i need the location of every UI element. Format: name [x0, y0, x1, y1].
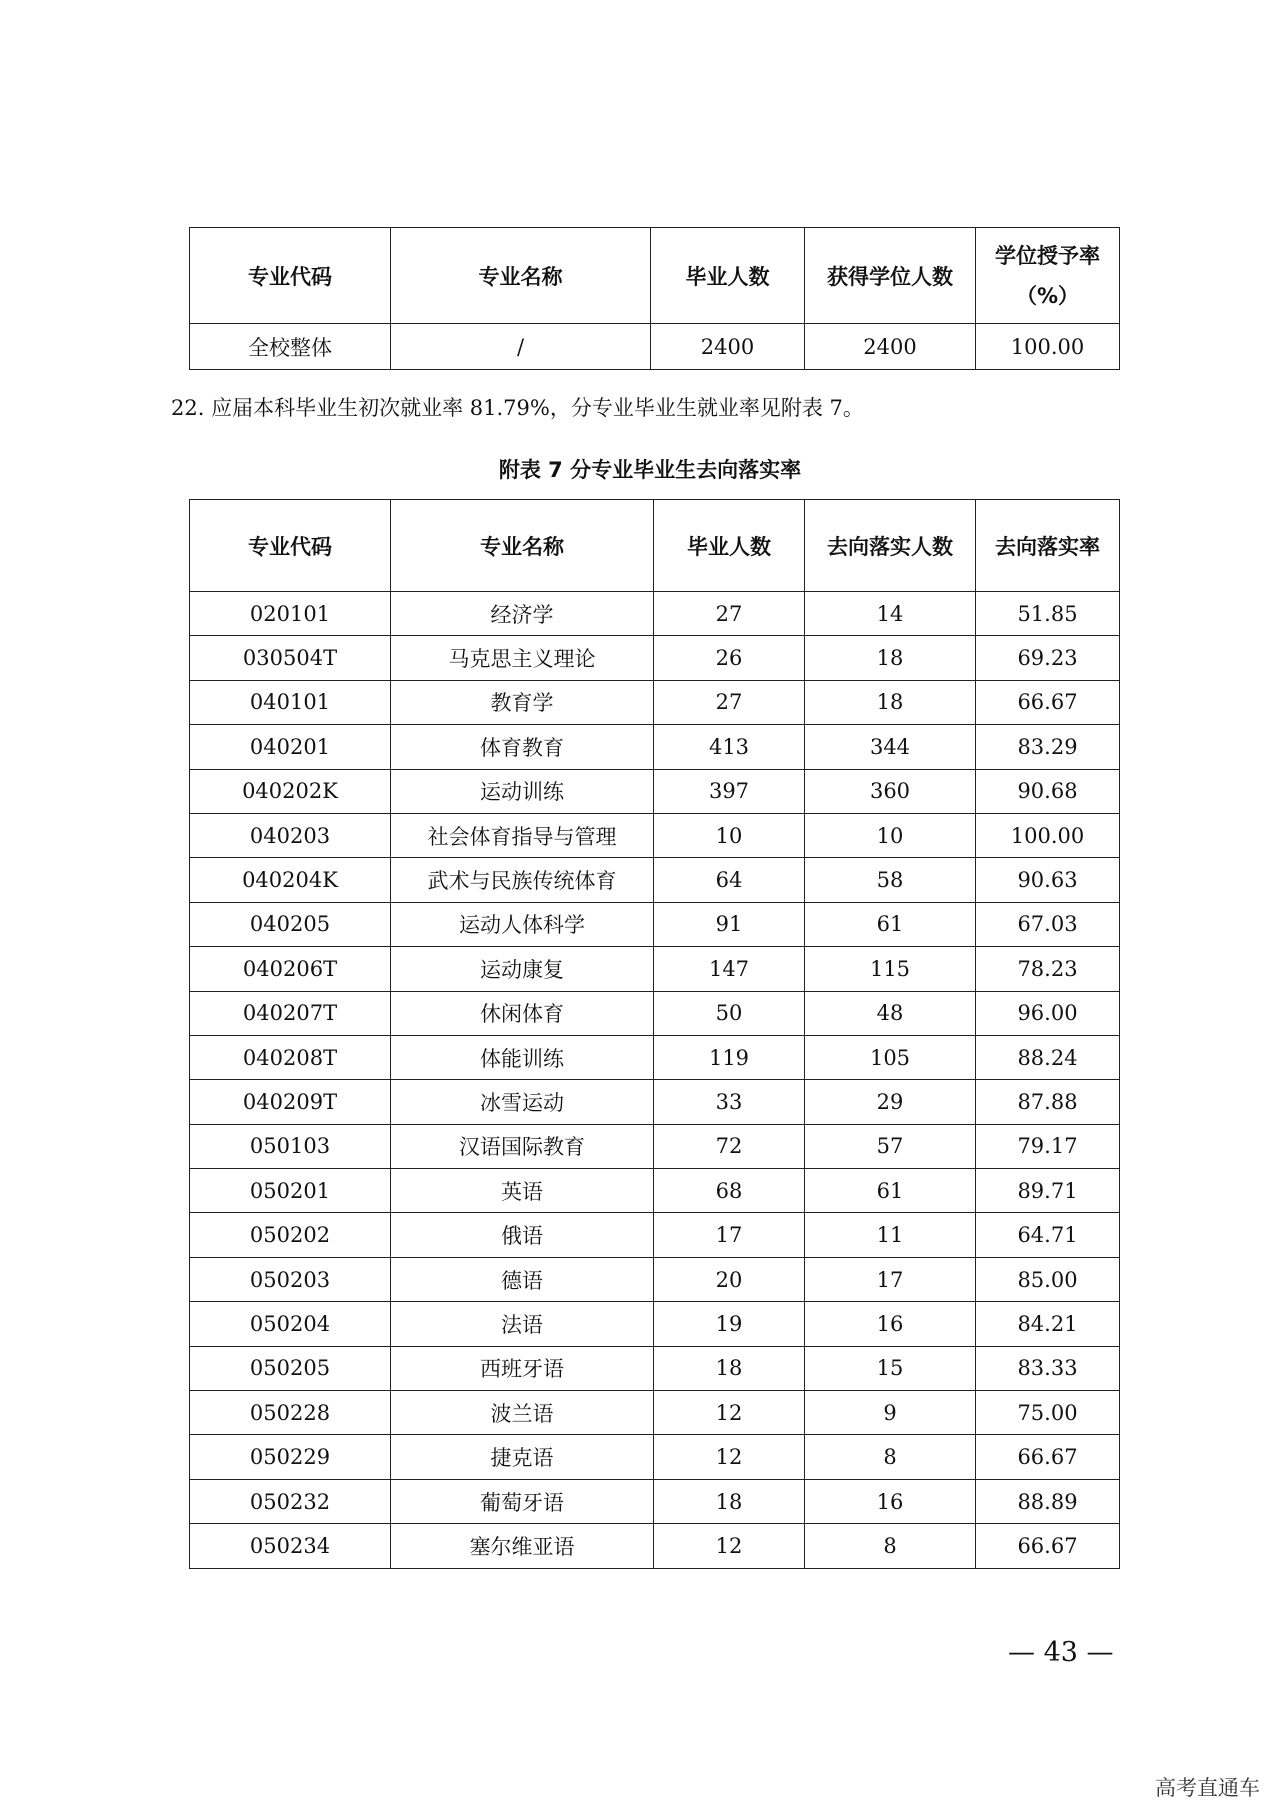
header-graduates: 毕业人数 — [651, 228, 805, 324]
cell-code: 050201 — [190, 1169, 391, 1213]
cell-code: 050202 — [190, 1213, 391, 1257]
header-placed: 去向落实人数 — [805, 500, 976, 592]
cell-name: 体能训练 — [391, 1035, 654, 1079]
cell-graduates: 27 — [654, 592, 805, 636]
cell-graduates: 20 — [654, 1257, 805, 1301]
cell-code: 020101 — [190, 592, 391, 636]
table-row — [190, 1169, 1120, 1213]
cell-code: 040205 — [190, 902, 391, 946]
cell-rate: 100.00 — [976, 324, 1120, 370]
table-row — [190, 1080, 1120, 1124]
table-header-row — [190, 228, 1120, 324]
table-row — [190, 592, 1120, 636]
cell-placed: 57 — [805, 1124, 976, 1168]
table-row — [190, 1346, 1120, 1390]
table-row — [190, 1213, 1120, 1257]
cell-name: 运动训练 — [391, 769, 654, 813]
cell-code: 050103 — [190, 1124, 391, 1168]
cell-name: 运动康复 — [391, 947, 654, 991]
cell-placed: 11 — [805, 1213, 976, 1257]
cell-code: 050234 — [190, 1524, 391, 1568]
cell-name: 冰雪运动 — [391, 1080, 654, 1124]
cell-graduates: 2400 — [651, 324, 805, 370]
cell-rate: 100.00 — [976, 813, 1120, 857]
table-row — [190, 1302, 1120, 1346]
cell-name: 德语 — [391, 1257, 654, 1301]
cell-rate: 88.24 — [976, 1035, 1120, 1079]
cell-placed: 360 — [805, 769, 976, 813]
cell-code: 040207T — [190, 991, 391, 1035]
header-name: 专业名称 — [391, 228, 651, 324]
table-row — [190, 1524, 1120, 1568]
cell-graduates: 33 — [654, 1080, 805, 1124]
cell-rate: 66.67 — [976, 1524, 1120, 1568]
destination-table-body — [190, 592, 1120, 1569]
table-row — [190, 1257, 1120, 1301]
header-name: 专业名称 — [391, 500, 654, 592]
header-degrees: 获得学位人数 — [805, 228, 976, 324]
cell-name: 经济学 — [391, 592, 654, 636]
cell-name: 汉语国际教育 — [391, 1124, 654, 1168]
cell-graduates: 19 — [654, 1302, 805, 1346]
cell-name: 运动人体科学 — [391, 902, 654, 946]
cell-rate: 88.89 — [976, 1479, 1120, 1523]
cell-placed: 14 — [805, 592, 976, 636]
cell-code: 040206T — [190, 947, 391, 991]
cell-rate: 83.29 — [976, 725, 1120, 769]
cell-code: 040202K — [190, 769, 391, 813]
cell-rate: 67.03 — [976, 902, 1120, 946]
cell-degrees: 2400 — [805, 324, 976, 370]
cell-name: 西班牙语 — [391, 1346, 654, 1390]
cell-graduates: 91 — [654, 902, 805, 946]
header-placement-rate: 去向落实率 — [976, 500, 1120, 592]
cell-placed: 16 — [805, 1302, 976, 1346]
cell-placed: 9 — [805, 1391, 976, 1435]
cell-name: 武术与民族传统体育 — [391, 858, 654, 902]
cell-placed: 17 — [805, 1257, 976, 1301]
table-row — [190, 902, 1120, 946]
cell-rate: 78.23 — [976, 947, 1120, 991]
cell-graduates: 18 — [654, 1479, 805, 1523]
cell-name: 波兰语 — [391, 1391, 654, 1435]
cell-graduates: 17 — [654, 1213, 805, 1257]
cell-code: 050228 — [190, 1391, 391, 1435]
cell-rate: 89.71 — [976, 1169, 1120, 1213]
cell-code: 030504T — [190, 636, 391, 680]
cell-rate: 90.63 — [976, 858, 1120, 902]
cell-graduates: 18 — [654, 1346, 805, 1390]
cell-graduates: 68 — [654, 1169, 805, 1213]
cell-graduates: 147 — [654, 947, 805, 991]
cell-graduates: 12 — [654, 1524, 805, 1568]
cell-code: 040101 — [190, 680, 391, 724]
cell-rate: 69.23 — [976, 636, 1120, 680]
table-row — [190, 636, 1120, 680]
table-row — [190, 1035, 1120, 1079]
cell-code: 050232 — [190, 1479, 391, 1523]
cell-placed: 115 — [805, 947, 976, 991]
cell-rate: 75.00 — [976, 1391, 1120, 1435]
cell-placed: 18 — [805, 636, 976, 680]
cell-name: 马克思主义理论 — [391, 636, 654, 680]
cell-name: 捷克语 — [391, 1435, 654, 1479]
cell-code: 040209T — [190, 1080, 391, 1124]
table-row — [190, 1391, 1120, 1435]
cell-placed: 8 — [805, 1524, 976, 1568]
cell-name: / — [391, 324, 651, 370]
table-row — [190, 725, 1120, 769]
cell-name: 塞尔维亚语 — [391, 1524, 654, 1568]
cell-graduates: 26 — [654, 636, 805, 680]
header-degree-rate-unit: （%） — [1015, 283, 1080, 308]
table-row — [190, 1479, 1120, 1523]
cell-rate: 51.85 — [976, 592, 1120, 636]
table-caption: 附表 7 分专业毕业生去向落实率 — [498, 458, 802, 482]
header-code: 专业代码 — [190, 228, 391, 324]
cell-code: 050204 — [190, 1302, 391, 1346]
cell-code: 040201 — [190, 725, 391, 769]
cell-rate: 66.67 — [976, 680, 1120, 724]
cell-placed: 48 — [805, 991, 976, 1035]
table-row — [190, 991, 1120, 1035]
cell-code: 050229 — [190, 1435, 391, 1479]
cell-rate: 83.33 — [976, 1346, 1120, 1390]
cell-name: 体育教育 — [391, 725, 654, 769]
cell-placed: 18 — [805, 680, 976, 724]
destination-table — [189, 499, 1120, 1569]
header-degree-rate — [976, 228, 1120, 324]
cell-rate: 87.88 — [976, 1080, 1120, 1124]
cell-name: 法语 — [391, 1302, 654, 1346]
cell-code: 040204K — [190, 858, 391, 902]
cell-rate: 85.00 — [976, 1257, 1120, 1301]
cell-placed: 10 — [805, 813, 976, 857]
cell-name: 休闲体育 — [391, 991, 654, 1035]
cell-graduates: 12 — [654, 1435, 805, 1479]
cell-code: 040203 — [190, 813, 391, 857]
page-number: — 43 — — [1008, 1637, 1114, 1668]
table-header-row — [190, 500, 1120, 592]
cell-rate: 90.68 — [976, 769, 1120, 813]
cell-name: 教育学 — [391, 680, 654, 724]
cell-placed: 8 — [805, 1435, 976, 1479]
cell-name: 英语 — [391, 1169, 654, 1213]
header-code: 专业代码 — [190, 500, 391, 592]
cell-rate: 84.21 — [976, 1302, 1120, 1346]
table-row — [190, 769, 1120, 813]
table-row — [190, 813, 1120, 857]
cell-placed: 105 — [805, 1035, 976, 1079]
cell-rate: 79.17 — [976, 1124, 1120, 1168]
cell-name: 俄语 — [391, 1213, 654, 1257]
cell-graduates: 72 — [654, 1124, 805, 1168]
cell-placed: 58 — [805, 858, 976, 902]
cell-placed: 61 — [805, 902, 976, 946]
cell-code: 040208T — [190, 1035, 391, 1079]
cell-graduates: 64 — [654, 858, 805, 902]
cell-graduates: 397 — [654, 769, 805, 813]
cell-rate: 64.71 — [976, 1213, 1120, 1257]
cell-placed: 61 — [805, 1169, 976, 1213]
cell-rate: 66.67 — [976, 1435, 1120, 1479]
header-graduates: 毕业人数 — [654, 500, 805, 592]
table-row — [190, 858, 1120, 902]
cell-graduates: 413 — [654, 725, 805, 769]
cell-graduates: 27 — [654, 680, 805, 724]
table-row — [190, 680, 1120, 724]
cell-placed: 16 — [805, 1479, 976, 1523]
cell-graduates: 119 — [654, 1035, 805, 1079]
cell-graduates: 10 — [654, 813, 805, 857]
cell-placed: 344 — [805, 725, 976, 769]
table-row — [190, 947, 1120, 991]
cell-graduates: 50 — [654, 991, 805, 1035]
cell-code: 050205 — [190, 1346, 391, 1390]
table-row — [190, 1124, 1120, 1168]
cell-placed: 29 — [805, 1080, 976, 1124]
degree-table — [189, 227, 1120, 370]
cell-placed: 15 — [805, 1346, 976, 1390]
cell-code: 全校整体 — [190, 324, 391, 370]
table-row — [190, 1435, 1120, 1479]
cell-code: 050203 — [190, 1257, 391, 1301]
employment-paragraph: 22. 应届本科毕业生初次就业率 81.79%，分专业毕业生就业率见附表 7。 — [171, 396, 864, 420]
table-row — [190, 324, 1120, 370]
watermark: 高考直通车 — [1155, 1776, 1260, 1800]
cell-name: 社会体育指导与管理 — [391, 813, 654, 857]
header-degree-rate-label: 学位授予率 — [995, 243, 1100, 268]
cell-graduates: 12 — [654, 1391, 805, 1435]
cell-name: 葡萄牙语 — [391, 1479, 654, 1523]
cell-rate: 96.00 — [976, 991, 1120, 1035]
